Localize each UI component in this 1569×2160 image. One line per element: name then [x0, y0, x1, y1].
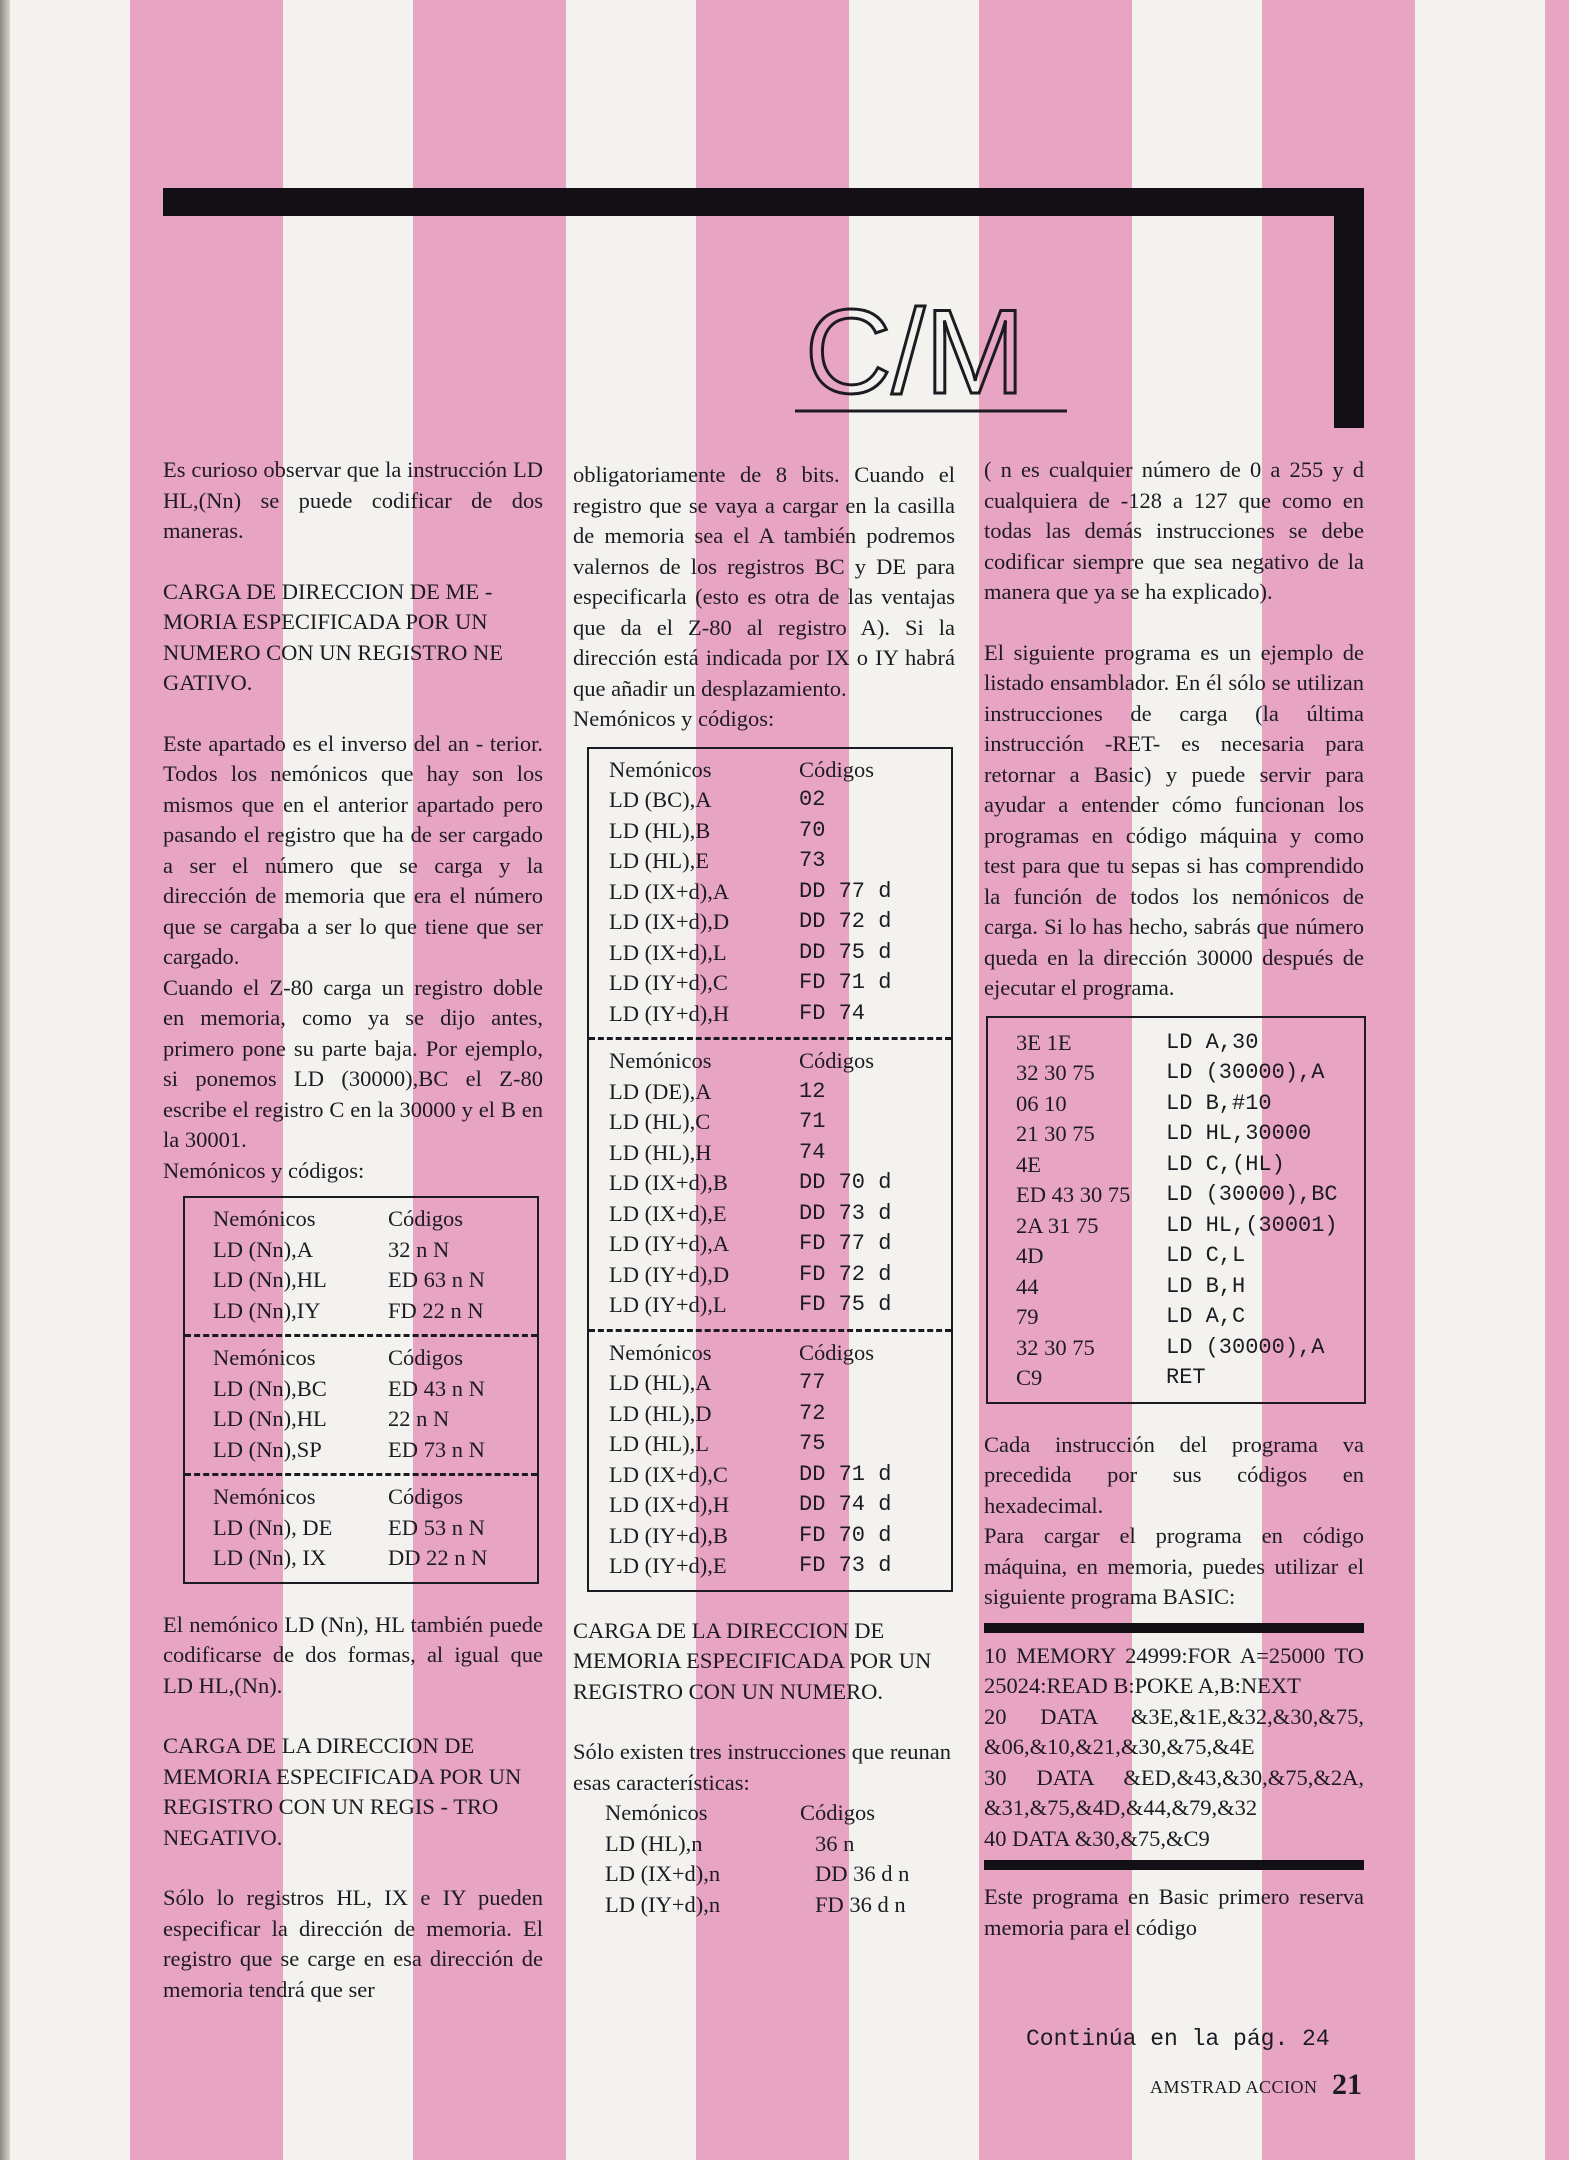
mnemonic-cell: LD (HL),E	[609, 848, 709, 873]
code-cell: ED 63 n N	[388, 1267, 485, 1292]
col2-label: Nemónicos y códigos:	[573, 706, 775, 731]
code-cell: DD 22 n N	[388, 1545, 488, 1570]
header-code: Códigos	[388, 1345, 464, 1370]
table-row	[213, 1435, 537, 1466]
asm-instruction: LD B,H	[1166, 1273, 1246, 1299]
mnemonic-cell: LD (IY+d),n	[605, 1891, 721, 1917]
table-row	[213, 1513, 537, 1544]
code-cell: DD 70 d	[799, 1170, 892, 1195]
mnemonic-cell: LD (IX+d),L	[609, 939, 727, 965]
table-row	[609, 1399, 951, 1430]
column-3	[984, 455, 1364, 1943]
listing-row	[988, 1363, 1364, 1394]
column-2	[573, 460, 955, 1920]
mnemonic-cell: LD (Nn), IX	[213, 1545, 327, 1570]
hex-bytes: 3E 1E	[1016, 1029, 1072, 1055]
code-cell: 02	[799, 787, 826, 812]
mnemonic-cell: LD (IX+d),n	[605, 1861, 721, 1886]
code-cell: FD 74	[799, 1000, 866, 1026]
mnemonic-cell: LD (IY+d),B	[609, 1522, 728, 1548]
header-mnemonic: Nemónicos	[213, 1206, 316, 1231]
mnemonic-cell: LD (IX+d),A	[609, 878, 730, 904]
code-cell: ED 73 n N	[388, 1436, 485, 1462]
table-section	[589, 1329, 951, 1590]
col1-heading-2: CARGA DE LA DIRECCION DE MEMORIA ESPECIFICADA POR UN REGISTRO CON UN REGIS - TRO NEGATIVO.	[163, 1733, 522, 1850]
header-mnemonic: Nemónicos	[213, 1345, 316, 1370]
code-cell: FD 71 d	[799, 970, 892, 995]
table-row	[609, 1460, 951, 1491]
code-cell: 77	[799, 1370, 826, 1395]
col2-para-2: Sólo existen tres instrucciones que reunan esas características:	[573, 1739, 952, 1795]
basic-line: 10 MEMORY 24999:FOR A=25000 TO 25024:READ B:POKE A,B:NEXT	[984, 1642, 1364, 1698]
code-cell: 70	[799, 817, 826, 843]
col3-basic-listing	[984, 1623, 1364, 1871]
table-row	[609, 907, 951, 938]
code-cell: DD 74 d	[799, 1492, 892, 1517]
asm-instruction: LD HL,(30001)	[1166, 1212, 1338, 1238]
basic-line: 30 DATA &ED,&43,&30,&75,&2A, &31,&75,&4D,&44,&79,&32	[984, 1764, 1364, 1820]
asm-instruction: LD C,L	[1166, 1243, 1246, 1268]
code-cell: ED 43 n N	[388, 1375, 485, 1401]
code-cell: FD 22 n N	[388, 1297, 484, 1323]
mnemonic-cell: LD (IX+d),D	[609, 909, 730, 934]
table-row	[609, 1368, 951, 1399]
header-code: Códigos	[388, 1206, 464, 1231]
code-cell: 74	[799, 1139, 826, 1165]
col3-para-5: Este programa en Basic primero reserva memoria para el código	[984, 1884, 1364, 1940]
mnemonic-cell: LD (Nn), DE	[213, 1514, 333, 1540]
table-header-row	[609, 1338, 951, 1369]
hex-bytes: 06 10	[1016, 1090, 1067, 1116]
mnemonic-cell: LD (HL),A	[609, 1370, 712, 1395]
mnemonic-cell: LD (IY+d),H	[609, 1000, 730, 1026]
code-cell: 22 n N	[388, 1406, 450, 1431]
col1-heading-1: CARGA DE DIRECCION DE ME - MORIA ESPECIFICADA POR UN NUMERO CON UN REGISTRO NE GATIVO.	[163, 578, 504, 695]
col1-label: Nemónicos y códigos:	[163, 1157, 365, 1183]
hex-bytes: 4D	[1016, 1243, 1044, 1268]
asm-instruction: LD (30000),A	[1166, 1060, 1325, 1085]
continued-note: Continúa en la pág. 24	[1026, 2026, 1330, 2052]
hex-bytes: 21 30 75	[1016, 1121, 1095, 1146]
col3-para-4: Para cargar el programa en código máquina, en memoria, puedes utilizar el siguiente programa BASIC:	[984, 1523, 1364, 1609]
listing-row	[988, 1211, 1364, 1242]
mnemonic-cell: LD (DE),A	[609, 1078, 712, 1104]
code-cell: FD 70 d	[799, 1522, 892, 1548]
asm-instruction: LD C,(HL)	[1166, 1151, 1285, 1177]
code-cell: 75	[799, 1431, 826, 1456]
page-number: 21	[1332, 2068, 1362, 2101]
mnemonic-cell: LD (HL),D	[609, 1400, 712, 1426]
code-cell: FD 72 d	[799, 1261, 892, 1287]
table-row	[609, 968, 951, 999]
page-spine	[0, 0, 10, 2160]
basic-line: 20 DATA &3E,&1E,&32,&30,&75, &06,&10,&21,&30,&75,&4E	[984, 1703, 1364, 1759]
listing-row	[988, 1241, 1364, 1272]
code-cell: 32 n N	[388, 1236, 450, 1262]
col1-para-2: Cuando el Z-80 carga un registro doble en memoria, como ya se dijo antes, primero pone su parte baja. Por ejemplo, si ponemos LD (30000),BC el Z-80 escribe el registro C en la 30000 y el B en la 30001.	[163, 974, 543, 1152]
mnemonic-cell: LD (Nn),A	[213, 1236, 313, 1262]
asm-instruction: LD (30000),BC	[1166, 1182, 1338, 1207]
table-row	[213, 1404, 537, 1435]
listing-row	[988, 1150, 1364, 1181]
code-cell: FD 77 d	[799, 1231, 892, 1256]
table-row	[609, 1107, 951, 1138]
header-mnemonic: Nemónicos	[609, 756, 712, 782]
col1-code-table	[183, 1196, 539, 1584]
code-cell: FD 75 d	[799, 1292, 892, 1317]
hex-bytes: 32 30 75	[1016, 1060, 1095, 1085]
mnemonic-cell: LD (IY+d),E	[609, 1553, 727, 1578]
listing-row	[988, 1302, 1364, 1333]
table-row	[213, 1235, 537, 1266]
listing-row	[988, 1333, 1364, 1364]
section-logo	[795, 283, 1070, 418]
table-row	[609, 1490, 951, 1521]
table-header-row	[213, 1343, 537, 1374]
col3-asm-listing	[986, 1016, 1366, 1404]
col3-para-2: El siguiente programa es un ejemplo de listado ensamblador. En él sólo se utilizan instrucciones de carga (la última instrucción -RET- es necesaria para retornar a Basic) y puede servir para ayudar a entender cómo funcionan los programas en código máquina y como test para que tu sepas si has comprendido la función de todos los nemónicos de carga. Si lo has hecho, sabrás que número queda en la dirección 30000 después de ejecutar el programa.	[984, 639, 1364, 1000]
mnemonic-cell: LD (IX+d),H	[609, 1492, 730, 1517]
code-cell: 36 n	[815, 1830, 855, 1856]
small-table-row	[605, 1829, 955, 1860]
mnemonic-cell: LD (HL),B	[609, 817, 711, 843]
listing-row	[988, 1180, 1364, 1211]
listing-row	[988, 1028, 1364, 1059]
col1-para-3: El nemónico LD (Nn), HL también puede codificarse de dos formas, al igual que LD HL,(Nn).	[163, 1611, 543, 1698]
code-cell: DD 75 d	[799, 939, 892, 965]
table-header-row	[609, 755, 951, 786]
col2-heading: CARGA DE LA DIRECCION DE MEMORIA ESPECIFICADA POR UN REGISTRO CON UN NUMERO.	[573, 1617, 932, 1704]
hex-bytes: 4E	[1016, 1151, 1041, 1177]
table-row	[609, 1429, 951, 1460]
asm-instruction: LD B,#10	[1166, 1090, 1272, 1116]
col1-para-4: Sólo lo registros HL, IX e IY pueden especificar la dirección de memoria. El registro que se carge en esa dirección de memoria tendrá que ser	[163, 1885, 543, 2002]
hex-bytes: 2A 31 75	[1016, 1212, 1099, 1238]
hex-bytes: 32 30 75	[1016, 1334, 1095, 1360]
table-row	[609, 1290, 951, 1321]
basic-line: 40 DATA &30,&75,&C9	[984, 1825, 1210, 1851]
listing-row	[988, 1089, 1364, 1120]
header-bar	[163, 188, 1363, 216]
table-row	[609, 1521, 951, 1552]
table-row	[213, 1296, 537, 1327]
table-row	[609, 877, 951, 908]
code-cell: 73	[799, 848, 826, 873]
table-row	[213, 1265, 537, 1296]
header-code: Códigos	[799, 1048, 875, 1073]
asm-instruction: RET	[1166, 1365, 1206, 1390]
header-mnemonic: Nemónicos	[609, 1048, 712, 1073]
column-1	[163, 455, 543, 2005]
code-cell: ED 53 n N	[388, 1514, 485, 1540]
listing-row	[988, 1272, 1364, 1303]
mnemonic-cell: LD (IX+d),E	[609, 1200, 727, 1226]
table-header-row	[213, 1482, 537, 1513]
mnemonic-cell: LD (HL),H	[609, 1139, 712, 1165]
col1-intro: Es curioso observar que la instrucción LD HL,(Nn) se puede codificar de dos maneras.	[163, 457, 543, 543]
code-cell: DD 72 d	[799, 909, 892, 934]
mnemonic-cell: LD (IX+d),B	[609, 1170, 728, 1195]
hex-bytes: 79	[1016, 1304, 1039, 1329]
mnemonic-cell: LD (HL),n	[605, 1830, 703, 1856]
header-mnemonic: Nemónicos	[213, 1484, 316, 1509]
mnemonic-cell: LD (IY+d),D	[609, 1261, 730, 1287]
col1-para-1: Este apartado es el inverso del an - terior. Todos los nemónicos que hay son los mismos que en el anterior apartado pero pasando el registro que ha de ser cargado a ser el número que se carga y la dirección de memoria que era el número que se cargaba a ser lo que tiene que ser cargado.	[163, 730, 543, 969]
col3-para-3: Cada instrucción del programa va precedida por sus códigos en hexadecimal.	[984, 1431, 1364, 1518]
header-side-bar	[1334, 188, 1364, 428]
small-table-row	[605, 1859, 955, 1890]
asm-instruction: LD A,30	[1166, 1029, 1259, 1055]
table-row	[609, 846, 951, 877]
table-section	[185, 1198, 537, 1334]
table-row	[213, 1543, 537, 1574]
listing-row	[988, 1058, 1364, 1089]
table-row	[609, 999, 951, 1030]
code-cell: DD 73 d	[799, 1200, 892, 1226]
col3-para-1: ( n es cualquier número de 0 a 255 y d cualquiera de -128 a 127 que como en todas las demás instrucciones se debe codificar siempre que sea negativo de la manera que ya se ha explicado).	[984, 457, 1364, 604]
col2-para-1: obligatoriamente de 8 bits. Cuando el registro que se vaya a cargar en la casilla de memoria sea el A también podremos valernos de los registros BC y DE para especificarla (esto es otra de las ventajas que da el Z-80 al registro A). Si la dirección está indicada por IX o IY habrá que añadir un desplazamiento.	[573, 462, 955, 701]
table-section	[185, 1473, 537, 1582]
mnemonic-cell: LD (HL),C	[609, 1109, 711, 1134]
mnemonic-cell: LD (HL),L	[609, 1431, 709, 1456]
small-table-header	[605, 1798, 955, 1829]
table-row	[609, 1229, 951, 1260]
asm-instruction: LD (30000),A	[1166, 1334, 1325, 1360]
table-section	[185, 1334, 537, 1473]
mnemonic-cell: LD (Nn),HL	[213, 1406, 327, 1431]
mnemonic-cell: LD (Nn),SP	[213, 1436, 322, 1462]
header-mnemonic: Nemónicos	[605, 1800, 708, 1825]
mnemonic-cell: LD (Nn),HL	[213, 1267, 327, 1292]
table-row	[213, 1374, 537, 1405]
table-row	[609, 785, 951, 816]
code-cell: DD 77 d	[799, 878, 892, 904]
header-code: Códigos	[799, 756, 875, 782]
col2-small-table	[605, 1798, 955, 1920]
header-code: Códigos	[388, 1484, 464, 1509]
table-row	[609, 1077, 951, 1108]
mnemonic-cell: LD (BC),A	[609, 787, 712, 812]
code-cell: DD 36 d n	[815, 1861, 910, 1886]
small-table-row	[605, 1890, 955, 1921]
header-mnemonic: Nemónicos	[609, 1339, 712, 1365]
table-section	[589, 749, 951, 1038]
header-code: Códigos	[799, 1339, 875, 1365]
header-code: Códigos	[800, 1800, 876, 1825]
table-row	[609, 1199, 951, 1230]
mnemonic-cell: LD (IX+d),C	[609, 1461, 728, 1487]
table-row	[609, 1168, 951, 1199]
table-section	[589, 1037, 951, 1329]
code-cell: 72	[799, 1400, 826, 1426]
col2-code-table	[587, 747, 953, 1592]
listing-row	[988, 1119, 1364, 1150]
mnemonic-cell: LD (IY+d),A	[609, 1231, 730, 1256]
table-header-row	[213, 1204, 537, 1235]
table-row	[609, 1551, 951, 1582]
code-cell: DD 71 d	[799, 1461, 892, 1487]
asm-instruction: LD A,C	[1166, 1304, 1246, 1329]
magazine-name: AMSTRAD ACCION	[1150, 2077, 1318, 2097]
hex-bytes: C9	[1016, 1365, 1043, 1390]
hex-bytes: ED 43 30 75	[1016, 1182, 1131, 1207]
table-row	[609, 938, 951, 969]
code-cell: 71	[799, 1109, 826, 1134]
mnemonic-cell: LD (Nn),IY	[213, 1297, 321, 1323]
hex-bytes: 44	[1016, 1273, 1039, 1299]
table-row	[609, 1138, 951, 1169]
table-header-row	[609, 1046, 951, 1077]
asm-instruction: LD HL,30000	[1166, 1121, 1312, 1146]
mnemonic-cell: LD (Nn),BC	[213, 1375, 327, 1401]
code-cell: FD 73 d	[799, 1553, 892, 1578]
table-row	[609, 1260, 951, 1291]
mnemonic-cell: LD (IY+d),L	[609, 1292, 727, 1317]
code-cell: 12	[799, 1078, 826, 1104]
code-cell: FD 36 d n	[815, 1891, 906, 1917]
mnemonic-cell: LD (IY+d),C	[609, 970, 728, 995]
logo-text: C/M	[805, 285, 1025, 418]
table-row	[609, 816, 951, 847]
